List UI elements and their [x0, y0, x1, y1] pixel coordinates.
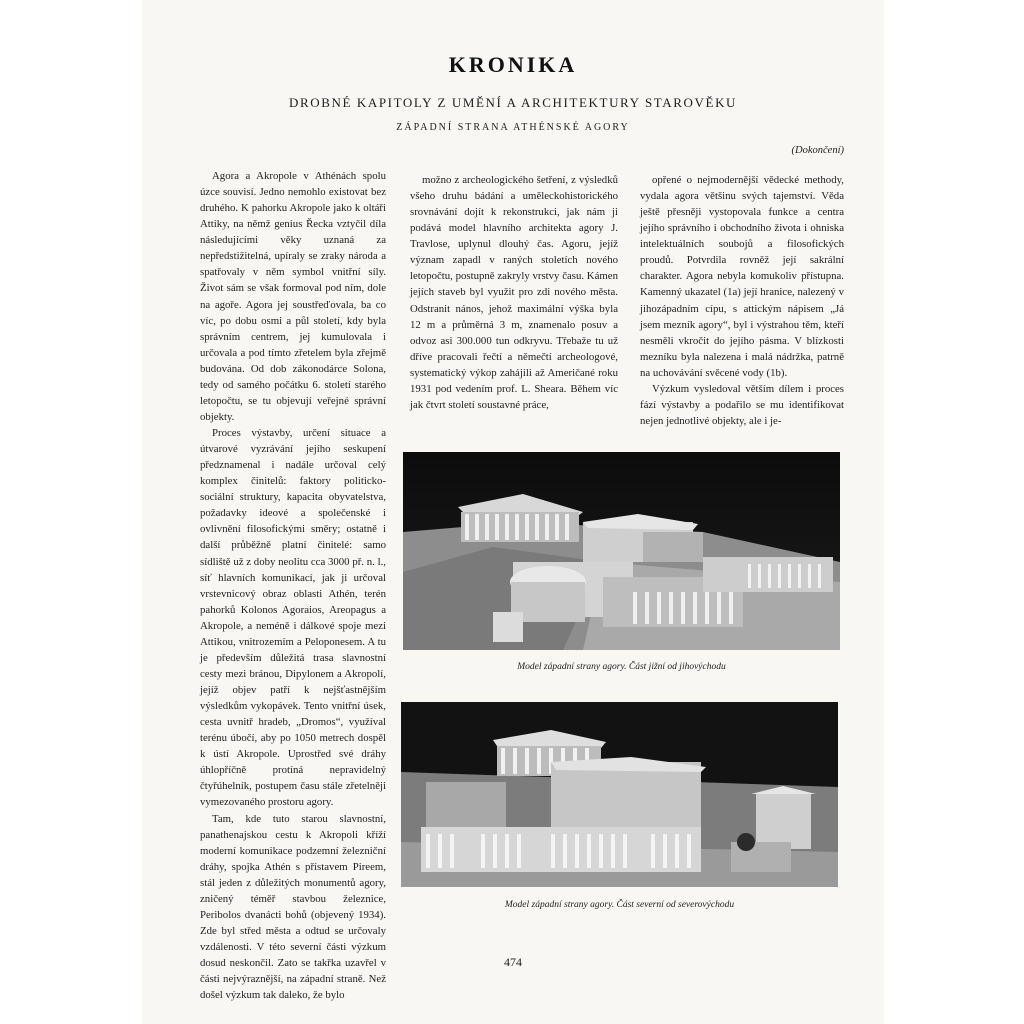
figure-caption: Model západní strany agory. Část jižní od jihovýchodu	[517, 662, 726, 672]
text-column-3	[640, 172, 844, 429]
section-title: ZÁPADNÍ STRANA ATHÉNSKÉ AGORY	[396, 122, 630, 133]
paragraph: Proces výstavby, určení situace a útvarové vyzrávání jejího seskupení předznamenal i nadále určoval celý komplex činitelů: faktory politicko-sociální struktury, kapacita obyvatelstva, požadavky ideové a společenské i ovlivnění filosofickými směry; ostatně i další průběžně platní činitelé: samo sídliště už z doby neolitu cca 3000 př. n. l., síť hlavních komunikací, jak ji určoval vrstevnicový obraz oblasti Athén, terén pahorků Kolonos Agoraios, Areopagus a Akropole, a neméně i dálkové spoje mezi Attikou, vnitrozemím a Peloponesem. A tu je především důležitá trasa slavnostní cesty mezi bránou, Dipylonem a Akropolí, jejíž objev patří k nejšťastnějším výsledkům vykopávek. Tento vnitřní úsek, cesta uvnitř hradeb, „Dromos“, využíval terénu úbočí, aby po 1050 metrech dospěl k ústí Akropole. Uprostřed své dráhy úhlopříčně protíná nepravidelný čtyřúhelník, postupem času stále zřetelněji vymezovaného prostoru agory.	[200, 427, 386, 809]
paragraph: Výzkum vysledoval větším dílem i proces fází výstavby a podařilo se mu identifikovat nejen jednotlivé objekty, ale i je-	[640, 382, 844, 427]
article-subtitle: DROBNÉ KAPITOLY Z UMĚNÍ A ARCHITEKTURY STAROVĚKU	[288, 95, 738, 110]
text-column-2	[410, 172, 618, 413]
agora-model-photo-north	[401, 702, 838, 887]
page-number: 474	[504, 955, 522, 969]
continued-note: (Dokončení)	[791, 145, 844, 156]
agora-model-photo-south	[403, 452, 840, 650]
paragraph: Agora a Akropole v Athénách spolu úzce souvisí. Jedno nemohlo existovat bez druhého. K pahorku Akropole jako k oltáři Attiky, na němž genius Řecka vztyčil díla následujícími věky uznaná za nepředstižitelná, upíraly se zraky národa a spatřovaly v něm symbol vnitřní síly. Život sám se však formoval pod ním, dole na agoře. Agora jej soustřeďovala, ba co víc, po dobu osmi a půl století, kdy byla správním centrem, jej kumulovala i určovala a pod tímto zřetelem byla zřejmě budována. Od dob zákonodárce Solona, tedy od samého počátku 6. století starého letopočtu, se tu objevují veřejné správní objekty.	[200, 170, 386, 423]
paragraph: Tam, kde tuto starou slavnostní, panathenajskou cestu k Akropoli kříží moderní komunikace podzemní železniční dráhy, spojka Athén s přístavem Pireem, stál jeden z důležitých monumentů agory, zničený téměř stavbou železnice, Peribolos dvanácti bohů (objevený 1934). Zde byl střed města a odtud se určovaly vzdálenosti. V této severní části výzkum dosud neskončil. Zato se takřka uzavřel v části nejvýraznější, na západní straně. Než došel výzkum tak daleko, že bylo	[200, 812, 386, 1002]
paragraph: možno z archeologického šetření, z výsledků všeho druhu bádání a uměleckohistorického srovnávání dojít k rekonstrukci, jak nám ji podává model hlavního architekta agory J. Travlose, uplynul dlouhý čas. Agoru, jejíž význam zapadl v raných stoletích nového letopočtu, postupně zakryly vrstvy času. Kámen jejích staveb byl využit pro zdi nového města. Odstranit nános, jehož maximální výška byla 12 m a průměrná 3 m, znamenalo posuv a odvoz asi 300.000 tun odkryvu. Třebaže tu už dříve pracovali řečtí a němečtí archeologové, systematický výkop zahájili až Američané roku 1931 pod vedením prof. L. Sheara. Během víc jak čtvrt století soustavné práce,	[410, 174, 618, 411]
text-column-1	[200, 168, 386, 1003]
figure-caption: Model západní strany agory. Část severní od severovýchodu	[504, 900, 735, 910]
page-title: KRONIKA	[448, 52, 578, 77]
paragraph: opřené o nejmodernější vědecké methody, vydala agora většinu svých tajemství. Věda ještě přesněji vystopovala funkce a centra jejího správního i obchodního života i ohniska intelektuálních soubojů a filosofických proudů. Potvrdila rovněž její sakrální charakter. Agora nebyla komukoliv přístupna. Kamenný ukazatel (1a) její hranice, nalezený v jihozápadním cípu, s attickým nápisem „Já jsem mezník agory“, byl i výstrahou těm, kteří nesměli vkročit do jejího pásma. V blízkosti mezníku byla nalezena i malá nádržka, patrně na uchovávání svěcené vody (1b).	[640, 174, 844, 379]
